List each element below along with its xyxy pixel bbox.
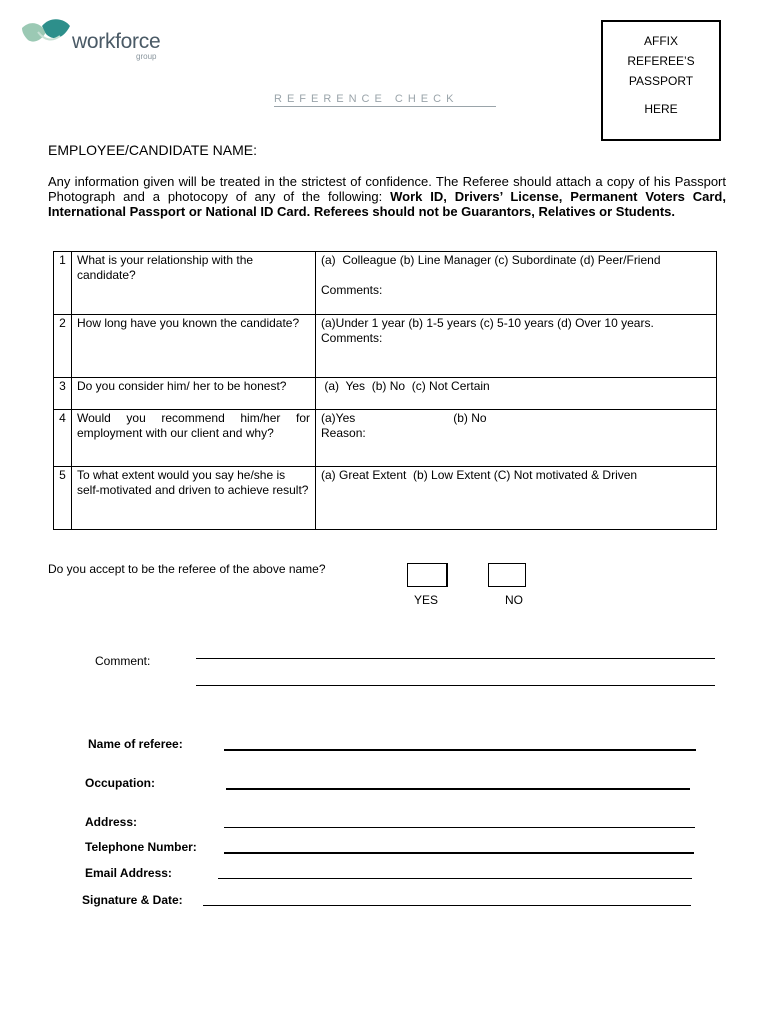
- occupation-label: Occupation:: [85, 776, 156, 790]
- occupation-field[interactable]: [226, 788, 690, 790]
- no-label: NO: [505, 593, 523, 607]
- passport-line-4: HERE: [644, 102, 678, 116]
- referee-name-label: Name of referee:: [88, 737, 183, 751]
- table-row: [54, 378, 717, 410]
- table-row: [54, 467, 717, 530]
- accept-referee-question: Do you accept to be the referee of the above name?: [48, 562, 326, 576]
- logo-subtext: group: [136, 52, 157, 61]
- table-row: [54, 252, 717, 315]
- question-text: What is your relationship with the candidate?: [72, 252, 316, 315]
- answer-options: (a)Under 1 year (b) 1-5 years (c) 5-10 years (d) Over 10 years.: [321, 316, 654, 330]
- answer-reason-label: Reason:: [321, 426, 366, 440]
- answer-cell[interactable]: [316, 252, 717, 315]
- no-checkbox[interactable]: [488, 563, 526, 587]
- passport-photo-box: [601, 20, 721, 141]
- referee-name-field[interactable]: [224, 749, 696, 751]
- table-row: [54, 315, 717, 378]
- comment-line-2[interactable]: [196, 685, 715, 686]
- address-field[interactable]: [224, 827, 695, 828]
- passport-line-2: REFEREE’S: [627, 54, 695, 68]
- answer-options: (a) Colleague (b) Line Manager (c) Subordinate (d) Peer/Friend: [321, 253, 661, 267]
- answer-cell[interactable]: [316, 378, 717, 410]
- passport-line-1: AFFIX: [643, 34, 678, 48]
- question-number: 2: [54, 315, 72, 378]
- answer-cell[interactable]: [316, 315, 717, 378]
- page-title: REFERENCE CHECK: [274, 93, 496, 107]
- passport-line-3: PASSPORT: [628, 74, 694, 88]
- comment-label: Comment:: [95, 654, 151, 668]
- question-number: 4: [54, 410, 72, 467]
- yes-checkbox[interactable]: [407, 563, 448, 587]
- candidate-name-label: EMPLOYEE/CANDIDATE NAME:: [48, 142, 258, 158]
- answer-option-no: (b) No: [453, 411, 487, 425]
- answer-option-yes: (a)Yes: [321, 411, 356, 425]
- answer-comments-label: Comments:: [321, 283, 383, 297]
- question-text: Do you consider him/ her to be honest?: [72, 378, 316, 410]
- instructions-paragraph: [48, 174, 726, 219]
- question-text: To what extent would you say he/she is self-motivated and driven to achieve result?: [72, 467, 316, 530]
- instructions-bold: Work ID, Drivers’ License, Permanent Voters Card, International Passport or National ID Card. Referees should not be Guarantors, Relatives or Students.: [48, 189, 726, 219]
- comment-line-1[interactable]: [196, 658, 715, 659]
- email-field[interactable]: [218, 878, 692, 879]
- answer-cell[interactable]: [316, 410, 717, 467]
- table-row: [54, 410, 717, 467]
- question-text: How long have you known the candidate?: [72, 315, 316, 378]
- telephone-field[interactable]: [224, 852, 694, 854]
- question-number: 1: [54, 252, 72, 315]
- address-label: Address:: [85, 815, 138, 829]
- question-number: 3: [54, 378, 72, 410]
- answer-options: (a) Great Extent (b) Low Extent (C) Not motivated & Driven: [321, 468, 638, 482]
- answer-cell[interactable]: [316, 467, 717, 530]
- logo-leaf-right-icon: [42, 19, 70, 38]
- question-number: 5: [54, 467, 72, 530]
- email-label: Email Address:: [85, 866, 172, 880]
- answer-comments-label: Comments:: [321, 331, 383, 345]
- reference-questions-table: [53, 251, 717, 530]
- question-text: Would you recommend him/her for employment with our client and why?: [72, 410, 316, 467]
- answer-options: (a) Yes (b) No (c) Not Certain: [321, 379, 490, 393]
- telephone-label: Telephone Number:: [85, 840, 197, 854]
- instructions-plain: Any information given will be treated in the strictest of confidence. The Referee should attach a copy of his Passport Photograph and a photocopy of any of the following:: [48, 174, 726, 204]
- signature-date-label: Signature & Date:: [82, 893, 183, 907]
- yes-label: YES: [414, 593, 439, 607]
- signature-date-field[interactable]: [203, 905, 691, 906]
- logo-wordmark: workforce: [72, 30, 161, 53]
